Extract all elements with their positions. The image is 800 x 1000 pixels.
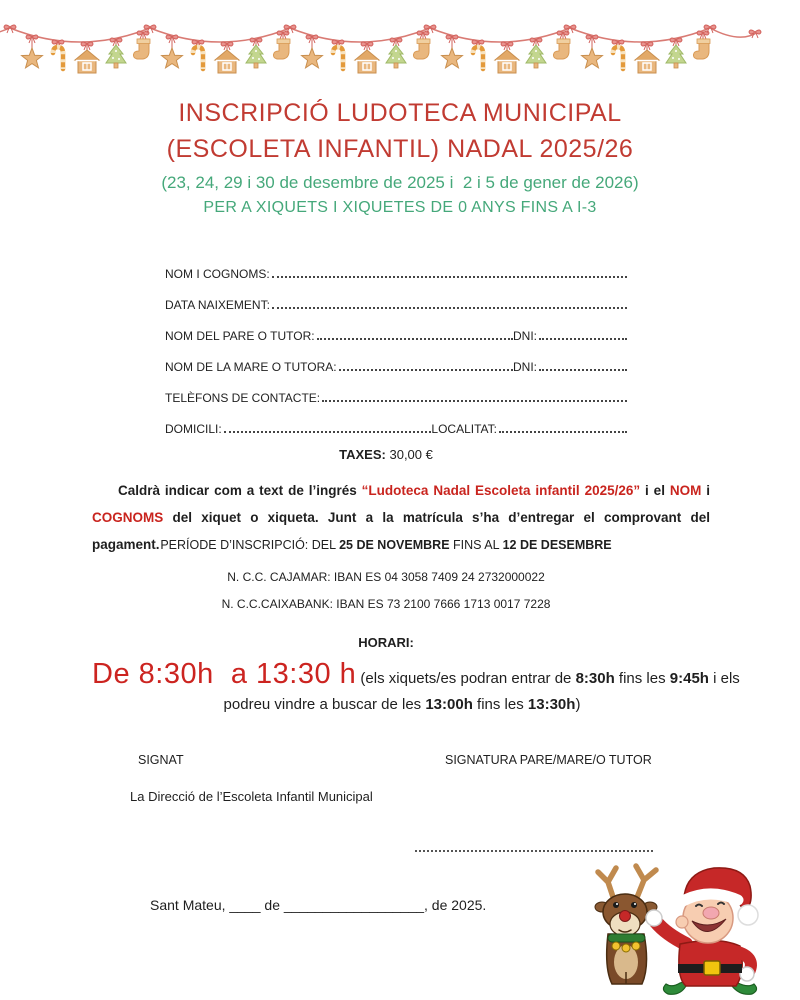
subtitle-ages: PER A XIQUETS I XIQUETES DE 0 ANYS FINS A I-3 (203, 199, 597, 216)
field-label: DOMICILI: (165, 422, 222, 436)
payment-note-text: i (701, 483, 711, 498)
subtitle-dates: (23, 24, 29 i 30 de desembre de 2025 i 2 i 5 de gener de 2026) (161, 173, 639, 192)
schedule-line2 (92, 696, 712, 713)
period-text: FINS AL (449, 538, 503, 552)
fill-in-line (499, 431, 627, 433)
christmas-garland-icon (0, 4, 800, 90)
reindeer-santa-illustration (568, 860, 790, 1000)
taxes-value: 30,00 € (389, 447, 433, 462)
bank-account-caixabank: N. C.C.CAIXABANK: IBAN ES 73 2100 7666 1713 0017 7228 (221, 597, 551, 611)
schedule-note: ) (575, 696, 581, 713)
schedule-note: i els (708, 670, 740, 687)
field-nom-cognoms (165, 251, 627, 282)
fill-in-line (339, 369, 513, 371)
schedule-note: (els xiquets/es podran entrar de (356, 670, 576, 687)
period-start-date: 25 DE NOVEMBRE (339, 538, 450, 552)
field-label: NOM I COGNOMS: (165, 267, 270, 281)
schedule-entry-start: 8:30h (575, 670, 615, 687)
field-label: DATA NAIXEMENT: (165, 298, 270, 312)
schedule-note: podreu vindre a buscar de les (223, 696, 426, 713)
form-fields (165, 251, 627, 437)
fill-in-line (272, 276, 627, 278)
schedule-time-range: De 8:30h a 13:30 h (92, 658, 357, 690)
field-label: NOM DEL PARE O TUTOR: (165, 329, 315, 343)
payment-note-text: i el (640, 483, 670, 498)
field-nom-mare (165, 344, 627, 375)
page-title-line2: (ESCOLETA INFANTIL) NADAL 2025/26 (166, 135, 634, 163)
fill-in-line (539, 369, 627, 371)
bank-account-cajamar: N. C.C. CAJAMAR: IBAN ES 04 3058 7409 24 2732000022 (227, 570, 545, 584)
payment-note-text: del xiquet o xiqueta. Junt a la matrícula s’ha d’entregar el comprovant del pagament. (92, 510, 710, 552)
fill-in-line (317, 338, 513, 340)
field-telefons (165, 375, 627, 406)
footer-date-line: Sant Mateu, ____ de __________________, de 2025. (150, 897, 487, 913)
field-label-localitat: LOCALITAT: (431, 422, 497, 436)
payment-reference: “Ludoteca Nadal Escoleta infantil 2025/26” (361, 483, 641, 498)
field-label-dni: DNI: (513, 329, 537, 343)
schedule-heading: HORARI: (358, 635, 414, 650)
page-title-line1: INSCRIPCIÓ LUDOTECA MUNICIPAL (178, 99, 622, 127)
field-label: TELÈFONS DE CONTACTE: (165, 391, 321, 405)
schedule-line1 (92, 658, 742, 691)
field-nom-pare (165, 313, 627, 344)
fill-in-line (224, 431, 432, 433)
fill-in-line (272, 307, 627, 309)
schedule-note: fins les (614, 670, 670, 687)
signature-dotted-line (415, 842, 653, 852)
fill-in-line (539, 338, 627, 340)
fill-in-line (322, 400, 627, 402)
schedule-note: fins les (472, 696, 528, 713)
inscription-period-line (0, 538, 772, 552)
field-label-dni: DNI: (513, 360, 537, 374)
schedule-pickup-end: 13:30h (527, 696, 576, 713)
taxes-line (0, 447, 772, 462)
period-end-date: 12 DE DESEMBRE (502, 538, 612, 552)
taxes-label: TAXES: (339, 447, 386, 462)
schedule-entry-end: 9:45h (669, 670, 709, 687)
field-data-naixement (165, 282, 627, 313)
signatura-pare-mare-label: SIGNATURA PARE/MARE/O TUTOR (445, 753, 652, 767)
payment-note-text: Caldrà indicar com a text de l’ingrés (118, 483, 362, 498)
schedule-pickup-start: 13:00h (425, 696, 473, 713)
payment-nom-highlight: NOM (669, 483, 702, 498)
signat-label: SIGNAT (138, 753, 184, 767)
field-domicili (165, 406, 627, 437)
field-label: NOM DE LA MARE O TUTORA: (165, 360, 337, 374)
reindeer-icon (595, 866, 657, 984)
santa-elf-icon (646, 868, 758, 995)
payment-cognoms-highlight: COGNOMS (92, 510, 164, 525)
period-text: PERÍODE D’INSCRIPCIÓ: DEL (160, 538, 340, 552)
direccio-label: La Direcció de l’Escoleta Infantil Municipal (130, 789, 373, 804)
